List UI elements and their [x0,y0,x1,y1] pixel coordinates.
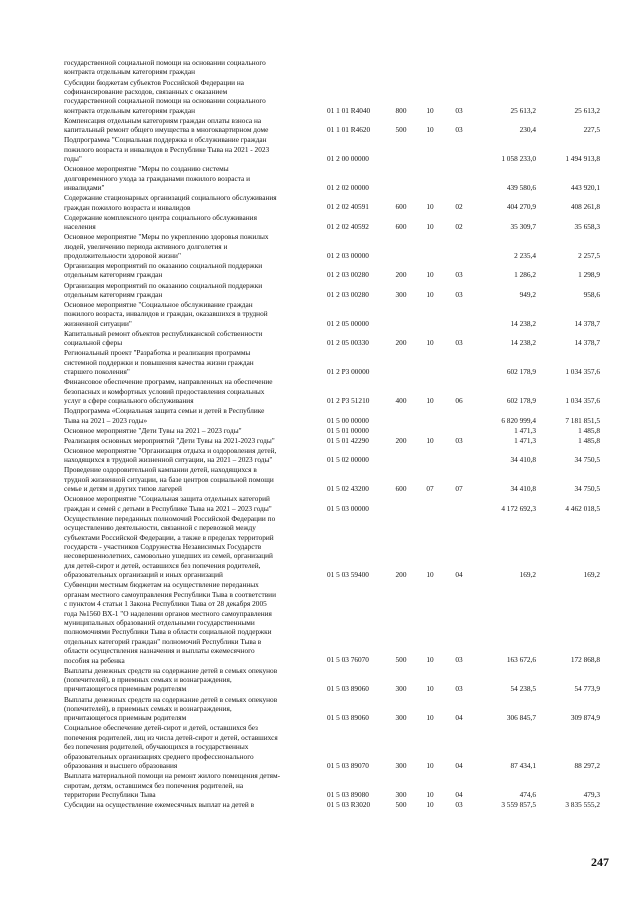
row-section: 10 [426,338,434,348]
row-description [64,377,306,405]
row-section: 10 [426,221,434,231]
row-section: 07 [426,484,434,494]
row-subsection: 03 [455,289,463,299]
table-row [0,213,640,232]
row-subsection: 03 [455,125,463,135]
row-value-2023: 34 750,5 [574,455,600,465]
table-row [0,426,640,435]
row-section: 10 [426,789,434,799]
row-description-line: (попечителей), в приемных семьях и вознаграждения, [64,703,232,713]
table-row [0,116,640,135]
row-value-2023: 227,5 [583,125,600,135]
row-value-2022: 163 672,6 [506,655,536,665]
row-expense-group: 200 [395,435,407,445]
row-description-line: Организация мероприятий по оказанию социальной поддержки [64,280,263,290]
row-code: 01 2 03 00280 [327,270,369,280]
row-expense-group: 400 [395,396,407,406]
row-description-line: жизненной ситуации" [64,318,132,328]
row-description-line: Субвенции местным бюджетам на осуществление переданных [64,580,259,590]
row-value-2022: 3 559 857,5 [501,800,536,809]
row-description-line: государств - участников Содружества Независимых Государств [64,542,262,552]
row-description-line: старшего поколения" [64,367,130,377]
row-expense-group: 600 [395,484,407,494]
table-row [0,78,640,116]
row-code: 01 1 01 R4620 [327,125,371,135]
row-description-line: капитальный ремонт общего имущества в многоквартирном доме [64,125,269,135]
row-description-line: Субсидии на осуществление ежемесячных выплат на детей в [64,800,255,809]
row-description [64,164,306,192]
row-description-line: Выплаты денежных средств на содержание детей в семьях опекунов [64,665,278,675]
row-value-2022: 474,6 [519,789,536,799]
row-description-line: Основное мероприятие "Социальная защита отдельных категорий [64,494,270,504]
row-description-line: Региональный проект "Разработка и реализация программы [64,348,251,358]
table-row [0,329,640,348]
row-description-line: Основное мероприятие "Меры по созданию системы [64,164,229,174]
row-section: 10 [426,760,434,770]
row-value-2022: 6 820 999,4 [501,415,536,425]
table-row [0,514,640,580]
row-description [64,800,306,809]
row-description-line: Реализация основных мероприятий "Дети Тувы на 2021-2023 годы" [64,435,275,445]
row-description-line: годы" [64,154,82,164]
row-description-line: Тыва на 2021 – 2023 годы» [64,415,148,425]
row-code: 01 2 02 40592 [327,221,369,231]
row-value-2022: 14 238,2 [510,318,536,328]
row-value-2023: 54 773,9 [574,684,600,694]
row-section: 10 [426,270,434,280]
row-section: 10 [426,202,434,212]
row-code: 01 5 03 59400 [327,570,369,580]
row-description [64,771,306,799]
row-description-line: причитающегося приемным родителям [64,713,187,723]
row-description-line: (попечителей), в приемных семьях и вознаграждения, [64,675,232,684]
row-code: 01 5 00 00000 [327,415,369,425]
row-description-line: социальной сферы [64,338,123,348]
row-section: 10 [426,289,434,299]
row-description-line: отдельным категориям граждан [64,270,163,280]
row-subsection: 04 [455,570,463,580]
row-description-line: безопасных и комфортных условий предоставления социальных [64,386,265,396]
row-description [64,232,306,260]
row-value-2023: 25 613,2 [574,105,600,115]
row-value-2022: 1 058 233,0 [501,154,536,164]
row-code: 01 5 01 00000 [327,425,369,435]
row-section: 10 [426,713,434,723]
row-description [64,426,306,435]
row-description-line: отдельных категорий граждан" полномочий Республики Тыва в [64,636,262,646]
row-description-line: для детей-сирот и детей, оставшихся без попечения родителей, [64,560,261,570]
row-description-line: Финансовое обеспечение программ, направленных на обеспечение [64,377,273,387]
row-description-line: пожилого возраста, инвалидов и граждан, оказавшихся в трудной [64,309,268,319]
row-description-line: Содержание стационарных организаций социального обслуживания [64,193,277,203]
row-value-2022: 230,4 [519,125,536,135]
row-code: 01 2 P3 51210 [327,396,370,406]
row-description-line: услуг в сфере социального обслуживания [64,396,194,406]
table-row [0,436,640,445]
row-value-2022: 87 434,1 [510,760,536,770]
row-description-line: попечения родителей, лиц из числа детей-сирот и детей, оставшихся [64,732,278,742]
row-description-line: Капитальный ремонт объектов республиканской собственности [64,328,263,338]
row-value-2023: 1 494 913,8 [565,154,600,164]
row-value-2022: 306 845,7 [506,713,536,723]
row-code: 01 5 02 43200 [327,484,369,494]
row-section: 10 [426,125,434,135]
row-expense-group: 600 [395,221,407,231]
row-value-2023: 4 462 018,5 [565,503,600,513]
table-row [0,723,640,770]
row-value-2022: 949,2 [519,289,536,299]
row-description-line: государственной социальной помощи на основании социального [64,96,266,106]
row-description-line: Выплаты денежных средств на содержание детей в семьях опекунов [64,694,278,704]
row-value-2022: 14 238,2 [510,338,536,348]
row-description-line: трудной жизненной ситуации, на базе центров социальной помощи [64,474,274,484]
row-expense-group: 300 [395,760,407,770]
row-description-line: находящихся в трудной жизненной ситуации, на 2021 – 2023 годы" [64,455,273,465]
row-description-line: софинансирование расходов, связанных с оказанием [64,86,228,96]
row-code: 01 2 05 00330 [327,338,369,348]
row-description [64,465,306,493]
row-section: 10 [426,396,434,406]
row-value-2023: 1 034 357,6 [565,396,600,406]
row-description-line: продолжительности здоровой жизни" [64,250,181,260]
row-value-2023: 34 750,5 [574,484,600,494]
row-subsection: 04 [455,760,463,770]
row-description-line: пособия на ребенка [64,655,125,665]
row-value-2023: 2 257,5 [578,250,600,260]
row-subsection: 04 [455,789,463,799]
row-subsection: 02 [455,202,463,212]
row-value-2023: 14 378,7 [574,338,600,348]
row-value-2023: 172 868,8 [570,655,600,665]
row-description-line: граждан и семей с детьми в Республике Тыва на 2021 – 2023 годы" [64,503,272,513]
row-description-line: Подпрограмма "Социальная поддержка и обслуживание граждан [64,135,267,145]
row-description-line: людей, увеличению периода активного долголетия и [64,241,228,251]
row-description [64,261,306,280]
row-description [64,406,306,425]
table-row [0,800,640,809]
row-code: 01 2 05 00000 [327,318,369,328]
row-description [64,281,306,300]
row-description-line: Социальное обеспечение детей-сирот и детей, оставшихся без [64,723,258,733]
row-description [64,58,306,77]
row-description-line: Выплата материальной помощи на ремонт жилого помещения детям- [64,771,281,781]
row-value-2022: 602 178,9 [506,367,536,377]
row-description-line: отдельным категориям граждан [64,289,163,299]
row-code: 01 5 03 00000 [327,503,369,513]
row-description-line: Подпрограмма «Социальная защита семьи и детей в Республике [64,406,265,416]
row-value-2023: 1 485,8 [578,435,600,445]
row-expense-group: 600 [395,202,407,212]
row-expense-group: 300 [395,684,407,694]
row-code: 01 5 03 89060 [327,713,369,723]
table-row [0,494,640,513]
row-code: 01 1 01 R4040 [327,105,371,115]
table-row [0,135,640,163]
row-description-line: года №1560 ВХ-1 "О наделении органов местного самоуправления [64,608,272,618]
row-description-line: территории Республики Тыва [64,789,156,799]
row-value-2023: 958,6 [583,289,600,299]
row-code: 01 2 00 00000 [327,154,369,164]
row-description-line: системной поддержки и повышения качества жизни граждан [64,357,254,367]
row-description [64,300,306,328]
row-value-2023: 1 034 357,6 [565,367,600,377]
row-expense-group: 300 [395,289,407,299]
page-number: 247 [591,855,609,869]
row-code: 01 2 02 00000 [327,182,369,192]
row-code: 01 5 01 42290 [327,435,369,445]
row-description-line: Компенсация отдельным категориям граждан оплаты взноса на [64,115,262,125]
row-description [64,436,306,445]
row-section: 10 [426,105,434,115]
row-value-2023: 1 485,8 [578,425,600,435]
table-row [0,281,640,300]
row-code: 01 2 03 00000 [327,250,369,260]
table-row [0,666,640,694]
row-code: 01 5 03 89070 [327,760,369,770]
row-description [64,135,306,163]
row-value-2023: 309 874,9 [570,713,600,723]
row-description-line: населения [64,222,96,231]
row-value-2022: 54 238,5 [510,684,536,694]
row-value-2023: 7 181 851,5 [565,415,600,425]
row-description-line: контракта отдельным категориям граждан [64,105,195,115]
row-subsection: 03 [455,655,463,665]
row-value-2023: 443 920,1 [570,182,600,192]
row-description [64,666,306,694]
row-code: 01 5 03 89080 [327,789,369,799]
row-subsection: 06 [455,396,463,406]
row-description-line: области осуществления назначения и выплаты ежемесячного [64,646,255,656]
row-description-line: государственной социальной помощи на основании социального [64,58,266,67]
row-subsection: 03 [455,105,463,115]
row-subsection: 03 [455,684,463,694]
row-description-line: субъектами Российской Федерации, а также в пределах территорий [64,532,274,542]
row-value-2023: 1 298,9 [578,270,600,280]
table-row [0,261,640,280]
row-description-line: причитающегося приемным родителям [64,684,187,694]
row-description-line: граждан пожилого возраста и инвалидов [64,202,191,212]
row-value-2023: 35 658,3 [574,221,600,231]
row-expense-group: 300 [395,789,407,799]
row-subsection: 04 [455,713,463,723]
row-description-line: Основное мероприятие "Социальное обслуживание граждан [64,300,253,309]
row-expense-group: 500 [395,655,407,665]
row-value-2022: 602 178,9 [506,396,536,406]
row-description-line: муниципальных образований отдельными государственными [64,617,255,627]
row-value-2023: 14 378,7 [574,318,600,328]
row-description [64,329,306,348]
row-description-line: образовательных организаций и иных организаций [64,570,223,580]
row-description [64,446,306,465]
row-description [64,723,306,770]
row-description-line: Содержание комплексного центра социального обслуживания [64,212,257,222]
row-expense-group: 800 [395,105,407,115]
table-row [0,193,640,212]
row-code: 01 2 02 40591 [327,202,369,212]
row-description [64,695,306,723]
table-row [0,164,640,192]
row-value-2023: 3 835 555,2 [565,800,600,809]
row-value-2023: 88 297,2 [574,760,600,770]
table-row [0,377,640,405]
row-description-line: Основное мероприятие "Дети Тувы на 2021 – 2023 годы" [64,425,242,435]
table-row [0,465,640,493]
row-description-line: семье и детям и других типов лагерей [64,484,182,494]
row-value-2022: 35 309,7 [510,221,536,231]
table-row [0,58,640,77]
row-value-2022: 34 410,8 [510,484,536,494]
row-expense-group: 500 [395,800,407,809]
row-value-2022: 404 270,9 [506,202,536,212]
row-description-line: долговременного ухода за гражданами пожилого возраста и [64,173,251,183]
row-expense-group: 200 [395,270,407,280]
table-row [0,771,640,799]
row-code: 01 2 P3 00000 [327,367,370,377]
row-description-line: с пунктом 4 статьи 1 Закона Республики Тыва от 28 декабря 2005 [64,599,267,609]
row-expense-group: 200 [395,338,407,348]
row-expense-group: 200 [395,570,407,580]
row-description-line: контракта отдельным категориям граждан [64,67,195,77]
row-description-line: Осуществление переданных полномочий Российской Федерации по [64,513,276,523]
row-value-2022: 1 471,3 [514,425,536,435]
row-description [64,193,306,212]
row-value-2022: 169,2 [519,570,536,580]
row-description-line: Проведение оздоровительной кампании детей, находящихся в [64,465,257,475]
row-description-line: органам местного самоуправления Республики Тыва в соответствии [64,589,276,599]
row-description-line: Основное мероприятие "Меры по укреплению здоровья пожилых [64,232,269,242]
row-expense-group: 500 [395,125,407,135]
row-value-2022: 2 235,4 [514,250,536,260]
row-description [64,514,306,580]
table-row [0,232,640,260]
row-description-line: сиротам, детям, оставшимся без попечения родителей, на [64,780,244,790]
row-description-line: Организация мероприятий по оказанию социальной поддержки [64,261,263,270]
row-code: 01 2 03 00280 [327,289,369,299]
row-value-2023: 408 261,8 [570,202,600,212]
row-description [64,494,306,513]
row-description [64,348,306,376]
row-subsection: 03 [455,435,463,445]
row-description [64,213,306,232]
row-subsection: 03 [455,800,463,809]
row-subsection: 03 [455,270,463,280]
table-row [0,348,640,376]
table-row [0,406,640,425]
row-section: 10 [426,684,434,694]
row-value-2022: 1 286,2 [514,270,536,280]
table-row [0,695,640,723]
row-description-line: без попечения родителей, обучающихся в государственных [64,742,249,752]
row-section: 10 [426,800,434,809]
row-value-2022: 25 613,2 [510,105,536,115]
row-value-2022: 439 580,6 [506,182,536,192]
row-description [64,78,306,116]
row-description-line: образовательных организациях среднего профессионального [64,751,254,761]
row-subsection: 03 [455,338,463,348]
row-subsection: 07 [455,484,463,494]
table-row [0,300,640,328]
row-description [64,116,306,135]
row-code: 01 5 02 00000 [327,455,369,465]
row-description-line: осуществлению деятельности, связанной с перевозкой между [64,523,256,533]
row-subsection: 02 [455,221,463,231]
row-section: 10 [426,435,434,445]
row-value-2022: 1 471,3 [514,435,536,445]
row-value-2022: 34 410,8 [510,455,536,465]
row-description-line: Субсидии бюджетам субъектов Российской Федерации на [64,77,244,87]
row-section: 10 [426,570,434,580]
row-description-line: инвалидами" [64,183,105,192]
row-code: 01 5 03 R3020 [327,800,371,809]
row-expense-group: 300 [395,713,407,723]
row-description-line: несовершеннолетних, самовольно ушедших из семей, организаций [64,551,273,561]
row-value-2023: 169,2 [583,570,600,580]
row-description [64,580,306,665]
table-row [0,446,640,465]
row-description-line: полномочиями Республики Тыва в области социальной поддержки [64,627,272,637]
row-description-line: образования и высшего образования [64,761,178,771]
row-description-line: пожилого возраста и инвалидов в Республике Тыва на 2021 - 2023 [64,144,270,154]
row-description-line: Основное мероприятие "Организация отдыха и оздоровления детей, [64,445,277,455]
row-code: 01 5 03 76070 [327,655,369,665]
row-section: 10 [426,655,434,665]
row-code: 01 5 03 89060 [327,684,369,694]
row-value-2023: 479,3 [583,789,600,799]
table-row [0,580,640,665]
row-value-2022: 4 172 692,3 [501,503,536,513]
